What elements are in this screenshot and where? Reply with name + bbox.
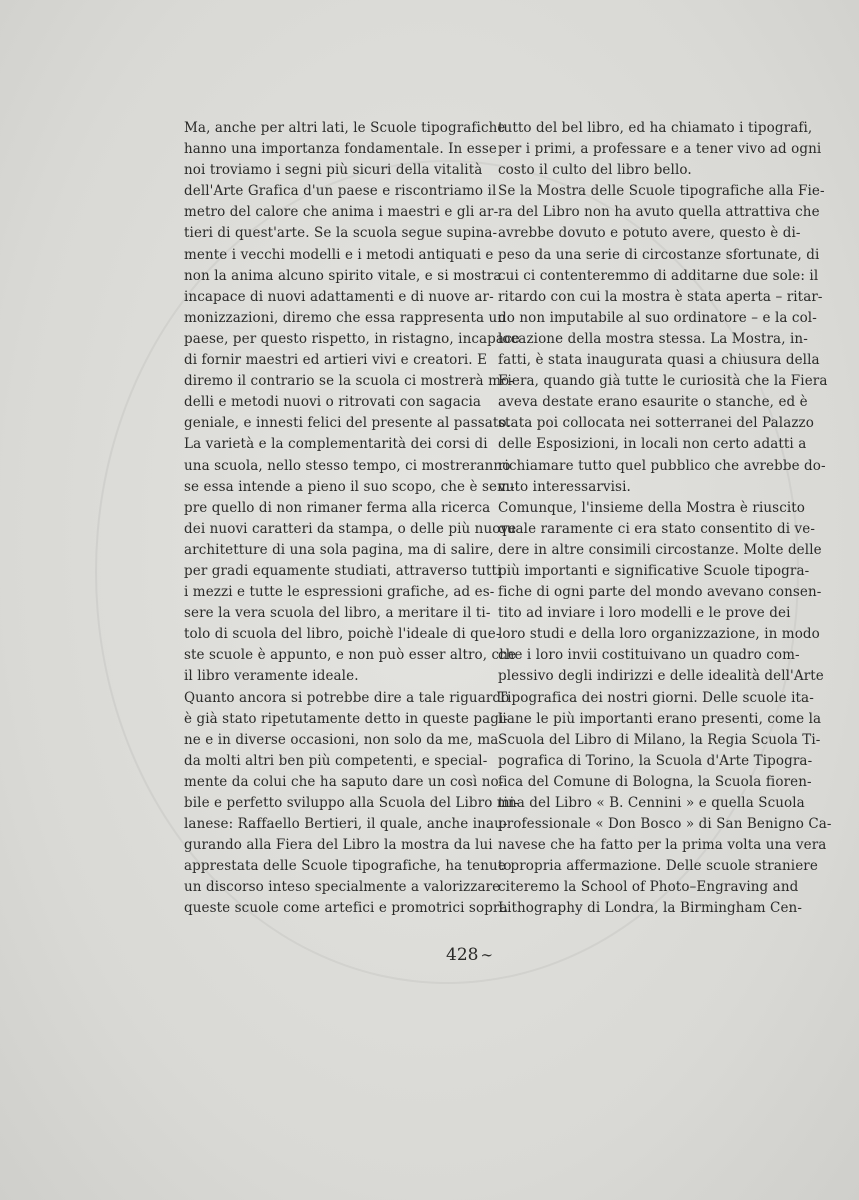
text-line: vuto interessarvisi.	[498, 478, 631, 495]
text-line: gurando alla Fiera del Libro la mostra da lui	[184, 837, 493, 854]
text-line: queste scuole come artefici e promotrici sopra	[184, 900, 508, 917]
page-number	[446, 945, 493, 965]
ornament-icon: ∼	[480, 946, 494, 964]
text-line: aveva destate erano esaurite o stanche, ed è	[498, 394, 808, 411]
text-line: dei nuovi caratteri da stampa, o delle più nuove	[184, 520, 517, 537]
text-line: richiamare tutto quel pubblico che avrebbe do-	[498, 457, 826, 474]
text-line: locazione della mostra stessa. La Mostra, in-	[498, 330, 808, 347]
text-line: ra del Libro non ha avuto quella attrattiva che	[498, 204, 820, 221]
text-line: tieri di quest'arte. Se la scuola segue supina-	[184, 225, 498, 242]
text-line: monizzazioni, diremo che essa rappresenta un	[184, 309, 507, 326]
text-line: costo il culto del libro bello.	[498, 162, 692, 179]
text-line: paese, per questo rispetto, in ristagno, incapace	[184, 330, 520, 347]
text-line: tina del Libro « B. Cennini » e quella Scuola	[498, 795, 805, 811]
text-line: avrebbe dovuto e potuto avere, questo è di-	[498, 225, 801, 242]
text-line: e propria affermazione. Delle scuole straniere	[498, 858, 818, 875]
text-line: diremo il contrario se la scuola ci mostrerà mo-	[184, 373, 514, 390]
text-line: che i loro invii costituivano un quadro com-	[498, 647, 800, 664]
page-number-text: 428	[446, 945, 479, 965]
text-line: ne e in diverse occasioni, non solo da me, ma	[184, 731, 499, 748]
text-column-left	[184, 118, 520, 920]
text-line: delli e metodi nuovi o ritrovati con sagacia	[184, 394, 482, 411]
text-line: delle Esposizioni, in locali non certo adatti a	[498, 436, 807, 453]
text-line: loro studi e della loro organizzazione, in modo	[498, 626, 820, 643]
text-line: cui ci contenteremmo di additarne due sole: il	[498, 267, 819, 284]
text-line: sere la vera scuola del libro, a meritare il ti-	[184, 605, 491, 622]
text-line: da molti altri ben più competenti, e special-	[184, 752, 488, 769]
text-line: di fornir maestri ed artieri vivi e creatori. E	[184, 352, 488, 369]
text-line: più importanti e significative Scuole tipogra-	[498, 562, 810, 579]
text-line: fica del Comune di Bologna, la Scuola fioren-	[498, 773, 812, 790]
text-line: liane le più importanti erano presenti, come la	[498, 710, 822, 727]
text-line: un discorso inteso specialmente a valorizzare	[184, 879, 501, 896]
text-line: metro del calore che anima i maestri e gli ar-	[184, 204, 499, 221]
text-line: i mezzi e tutte le espressioni grafiche, ad es-	[184, 584, 495, 601]
text-line: peso da una serie di circostanze sfortunate, di	[498, 246, 820, 263]
text-line: mente da colui che ha saputo dare un così no-	[184, 773, 504, 790]
text-line: dere in altre consimili circostanze. Molte delle	[498, 541, 822, 558]
text-line: lanese: Raffaello Bertieri, il quale, anche inau-	[184, 816, 508, 833]
text-line: ritardo con cui la mostra è stata aperta – ritar-	[498, 288, 823, 305]
text-line: è già stato ripetutamente detto in queste pagi-	[184, 710, 509, 727]
text-line: navese che ha fatto per la prima volta una vera	[498, 837, 827, 854]
text-line: Ma, anche per altri lati, le Scuole tipografiche	[184, 120, 506, 136]
text-line: mente i vecchi modelli e i metodi antiquati e	[184, 246, 494, 263]
text-line: ste scuole è appunto, e non può esser altro, che	[184, 647, 517, 664]
text-line: Comunque, l'insieme della Mostra è riuscito	[498, 499, 806, 516]
text-line: professionale « Don Bosco » di San Benigno Ca-	[498, 816, 832, 833]
text-line: pre quello di non rimaner ferma alla ricerca	[184, 499, 491, 516]
text-line: geniale, e innesti felici del presente al passato.	[184, 415, 511, 432]
text-line: fatti, è stata inaugurata quasi a chiusura della	[498, 352, 820, 369]
text-line: La varietà e la complementarità dei corsi di	[184, 436, 488, 453]
text-line: fiche di ogni parte del mondo avevano consen-	[498, 584, 822, 601]
text-line: citeremo la School of Photo–Engraving and	[498, 879, 799, 896]
text-line: Tipografica dei nostri giorni. Delle scuole ita-	[498, 689, 814, 706]
text-line: stata poi collocata nei sotterranei del Palazzo	[498, 415, 814, 432]
text-line: per i primi, a professare e a tener vivo ad ogni	[498, 141, 822, 158]
text-line: architetture di una sola pagina, ma di salire,	[184, 541, 494, 558]
text-line: Scuola del Libro di Milano, la Regia Scuola Ti-	[498, 731, 821, 748]
text-line: una scuola, nello stesso tempo, ci mostreranno	[184, 457, 511, 474]
text-column-right	[498, 118, 832, 920]
text-line: tutto del bel libro, ed ha chiamato i tipografi,	[498, 120, 813, 136]
text-line: Lithography di Londra, la Birmingham Cen-	[498, 900, 803, 917]
text-line: Fiera, quando già tutte le curiosità che la Fiera	[498, 373, 828, 390]
text-line: il libro veramente ideale.	[184, 668, 359, 685]
text-line: tito ad inviare i loro modelli e le prove dei	[498, 605, 791, 622]
text-line: se essa intende a pieno il suo scopo, che è sem-	[184, 478, 515, 495]
text-line: do non imputabile al suo ordinatore – e la col-	[498, 309, 817, 326]
text-line: pografica di Torino, la Scuola d'Arte Tipogra-	[498, 752, 813, 769]
text-line: tolo di scuola del libro, poichè l'ideale di que-	[184, 626, 501, 643]
text-line: apprestata delle Scuole tipografiche, ha tenuto	[184, 858, 512, 875]
text-line: non la anima alcuno spirito vitale, e si mostra	[184, 267, 502, 284]
text-line: plessivo degli indirizzi e delle idealità dell'Arte	[498, 668, 824, 685]
text-line: quale raramente ci era stato consentito di ve-	[498, 520, 815, 537]
text-line: hanno una importanza fondamentale. In esse	[184, 141, 497, 158]
text-line: noi troviamo i segni più sicuri della vitalità	[184, 162, 483, 179]
text-line: dell'Arte Grafica d'un paese e riscontriamo il	[184, 183, 497, 200]
text-line: per gradi equamente studiati, attraverso tutti	[184, 562, 502, 579]
text-line: Quanto ancora si potrebbe dire a tale riguardo	[184, 689, 510, 706]
text-line: incapace di nuovi adattamenti e di nuove ar-	[184, 288, 494, 305]
text-line: bile e perfetto sviluppo alla Scuola del Libro mi-	[184, 795, 519, 811]
text-line: Se la Mostra delle Scuole tipografiche alla Fie-	[498, 183, 825, 200]
